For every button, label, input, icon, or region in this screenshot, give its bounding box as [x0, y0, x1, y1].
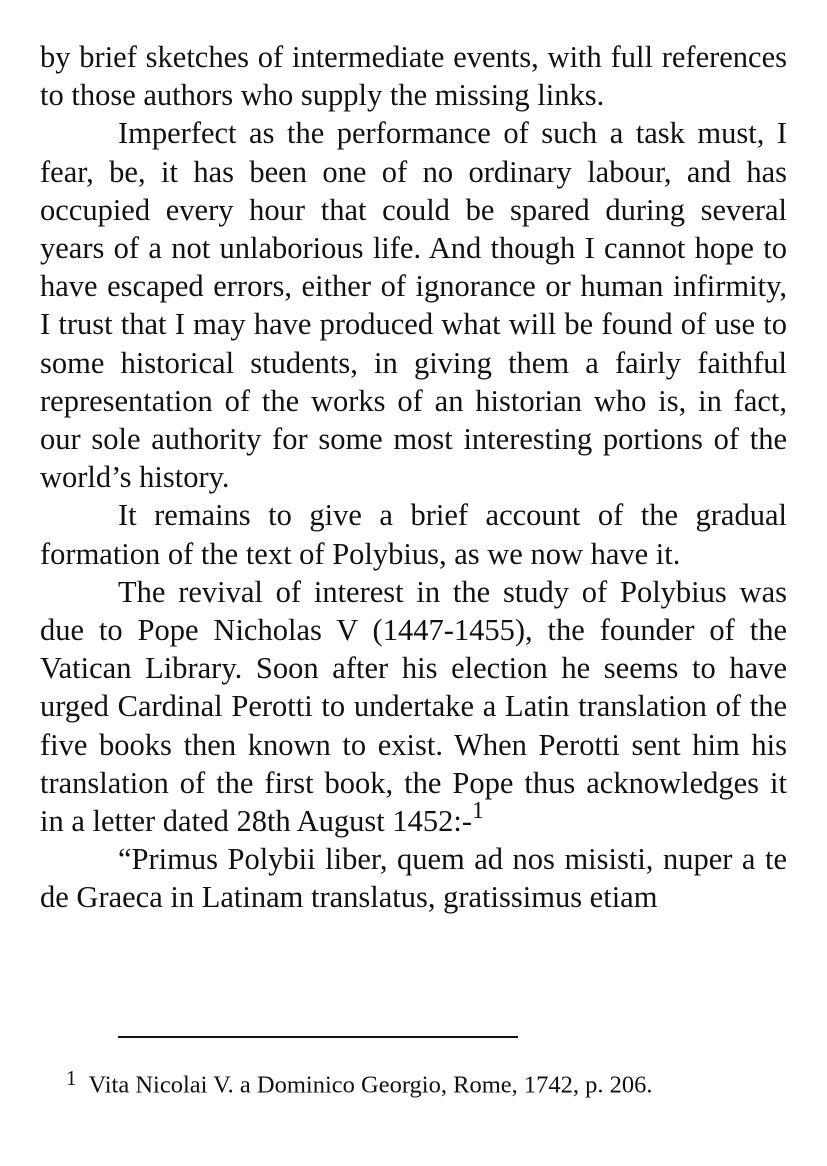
paragraph-2: Imperfect as the performance of such a task must, I fear, be, it has been one of no ordinary labour, and has occupied every hour that could be spared during several years of a not unlaborious life. And though I cannot hope to have escaped errors, either of ignorance or human infirmity, I trust that I may have produced what will be found of use to some historical students, in giving them a fairly faithful representation of the works of an historian who is, in fact, our sole authority for some most interesting portions of the world’s history.	[40, 116, 787, 495]
paragraph-1: by brief sketches of intermediate events, with full references to those authors who supply the missing links.	[40, 40, 787, 113]
paragraph-5: “Primus Polybii liber, quem ad nos misisti, nuper a te de Graeca in Latinam translatus, gratissimus etiam	[40, 842, 787, 915]
paragraph-4-text: The revival of interest in the study of Polybius was due to Pope Nicholas V (1447-1455), the founder of the Vatican Library. Soon after his election he seems to have urged Cardinal Perotti to undertake a Latin translation of the five books then known to exist. When Perotti sent him his translation of the first book, the Pope thus acknowledges it in a letter dated 28th August 1452:-	[40, 574, 787, 839]
footnote-number: 1	[66, 1066, 77, 1090]
footnote-reference: 1	[472, 797, 485, 824]
document-page	[40, 38, 787, 917]
footnote	[66, 1062, 786, 1101]
paragraph-3: It remains to give a brief account of the gradual formation of the text of Polybius, as we now have it.	[40, 498, 787, 571]
footnote-separator	[118, 1036, 518, 1038]
footnote-text: Vita Nicolai V. a Dominico Georgio, Rome, 1742, p. 206.	[88, 1071, 653, 1099]
paragraph-4	[40, 573, 787, 840]
